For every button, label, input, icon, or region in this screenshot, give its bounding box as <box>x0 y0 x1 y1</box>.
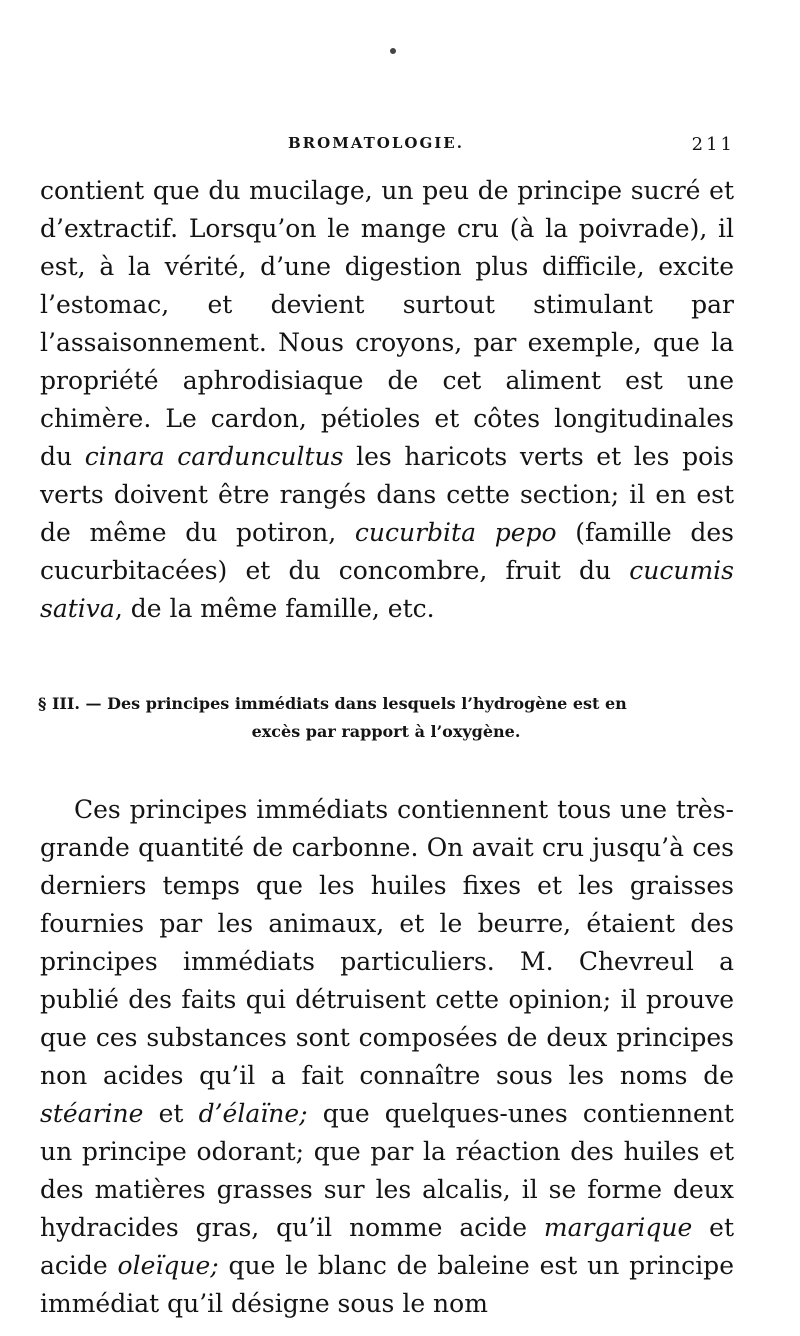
paragraph-section-iii <box>40 791 734 1323</box>
section-heading-line1: § III. — Des principes immédiats dans lesquels l’hydrogène est en <box>38 694 627 713</box>
page-header <box>180 134 735 164</box>
text-run: et <box>143 1099 199 1128</box>
italic-run: cucurbita pepo <box>354 518 557 547</box>
text-run: les haricots verts et les pois verts doivent être rangés dans cette section; il en est de même du potiron, <box>40 442 734 547</box>
italic-run: oleïque; <box>117 1251 219 1280</box>
italic-run: stéarine <box>40 1099 144 1128</box>
italic-run: cucumis sativa <box>40 556 734 623</box>
ink-speck <box>390 48 396 54</box>
section-heading-line2: excès par rapport à l’oxygène. <box>251 722 521 741</box>
text-run: Ces principes immédiats contiennent tous une très-grande quantité de carbonne. On avait cru jusqu’à ces derniers temps que les huiles fixes et les graisses fournies par les animaux, et le beurre, étaient des principes immédiats particuliers. M. Chevreul a publié des faits qui détruisent cette opinion; il prouve que ces substances sont composées de deux principes non acides qu’il a fait connaître sous les noms de <box>40 795 734 1090</box>
running-title: BROMATOLOGIE. <box>288 134 464 152</box>
section-heading <box>38 690 734 746</box>
text-run: (famille des cucurbitacées) et du concombre, fruit du <box>40 518 735 585</box>
italic-run: d’élaïne; <box>198 1099 308 1128</box>
paragraph-continued <box>40 172 734 628</box>
italic-run: margarique <box>543 1213 693 1242</box>
text-run: contient que du mucilage, un peu de principe sucré et d’extractif. Lorsqu’on le mange cru (à la poivrade), il est, à la vérité, d’une digestion plus difficile, excite l’estomac, et devient surtout stimulant par l’assaisonnement. Nous croyons, par exemple, que la propriété aphrodisiaque de cet aliment est une chimère. Le cardon, pétioles et côtes longitudinales du <box>40 176 734 471</box>
text-run: et acide <box>40 1213 734 1280</box>
text-run: que quelques-unes contiennent un principe odorant; que par la réaction des huiles et des matières grasses sur les alcalis, il se forme deux hydracides gras, qu’il nomme acide <box>40 1099 734 1242</box>
text-run: que le blanc de baleine est un principe immédiat qu’il désigne sous le nom <box>40 1251 734 1318</box>
text-run: , de la même famille, etc. <box>114 594 435 623</box>
italic-run: cinara carduncultus <box>84 442 344 471</box>
page-number: 211 <box>691 134 735 155</box>
